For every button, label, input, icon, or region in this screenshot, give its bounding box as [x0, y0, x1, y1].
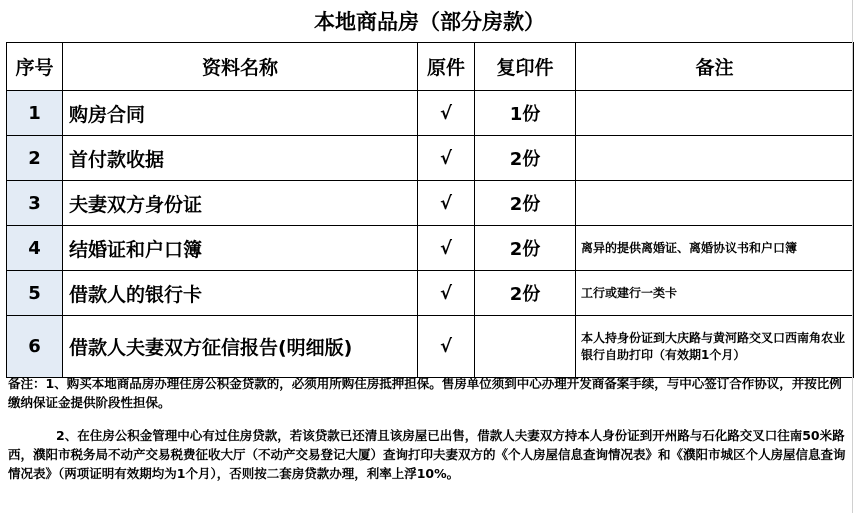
row-remark: 离异的提供离婚证、离婚协议书和户口簿 [576, 226, 854, 271]
row-original-check: √ [418, 226, 475, 271]
header-no: 序号 [7, 43, 63, 91]
row-original-check: √ [418, 136, 475, 181]
row-remark [576, 91, 854, 136]
row-original-check: √ [418, 181, 475, 226]
row-name: 借款人夫妻双方征信报告(明细版) [63, 316, 418, 378]
table-row [7, 181, 854, 226]
row-copy: 2份 [475, 226, 576, 271]
header-remark: 备注 [576, 43, 854, 91]
row-no: 2 [7, 136, 63, 181]
row-original-check: √ [418, 316, 475, 378]
table-row [7, 316, 854, 378]
row-original-check: √ [418, 271, 475, 316]
row-remark: 本人持身份证到大庆路与黄河路交叉口西南角农业银行自助打印（有效期1个月） [576, 316, 854, 378]
table-row [7, 226, 854, 271]
row-name: 借款人的银行卡 [63, 271, 418, 316]
header-original: 原件 [418, 43, 475, 91]
header-copy: 复印件 [475, 43, 576, 91]
row-name: 夫妻双方身份证 [63, 181, 418, 226]
header-name: 资料名称 [63, 43, 418, 91]
row-original-check: √ [418, 91, 475, 136]
note-paragraph-2: 2、在住房公积金管理中心有过住房贷款，若该贷款已还清且该房屋已出售，借款人夫妻双方持本人身份证到开州路与石化路交叉口往南50米路西，濮阳市税务局不动产交易税费征收大厅（不动产交易登记大厦）查询打印夫妻双方的《个人房屋信息查询情况表》和《濮阳市城区个人房屋信息查询情况表》（两项证明有效期均为1个月），否则按二套房贷款办理，利率上浮10%。 [8, 428, 846, 481]
row-copy [475, 316, 576, 378]
table-row [7, 136, 854, 181]
table-row [7, 271, 854, 316]
row-name: 首付款收据 [63, 136, 418, 181]
row-copy: 2份 [475, 181, 576, 226]
row-name: 结婚证和户口簿 [63, 226, 418, 271]
notes-section [8, 374, 849, 483]
row-remark: 工行或建行一类卡 [576, 271, 854, 316]
row-remark [576, 136, 854, 181]
row-no: 4 [7, 226, 63, 271]
row-copy: 2份 [475, 271, 576, 316]
document-title: 本地商品房（部分房款） [314, 10, 545, 34]
table-header-row [7, 43, 854, 91]
row-no: 6 [7, 316, 63, 378]
row-no: 5 [7, 271, 63, 316]
materials-table [6, 42, 854, 378]
row-remark [576, 181, 854, 226]
row-copy: 2份 [475, 136, 576, 181]
sheet-edge-divider [852, 0, 853, 513]
table-row [7, 91, 854, 136]
row-no: 1 [7, 91, 63, 136]
row-no: 3 [7, 181, 63, 226]
note-paragraph-1: 备注：1、购买本地商品房办理住房公积金贷款的，必须用所购住房抵押担保。售房单位须到中心办理开发商备案手续，与中心签订合作协议，并按比例缴纳保证金提供阶段性担保。 [8, 376, 842, 410]
row-copy: 1份 [475, 91, 576, 136]
row-name: 购房合同 [63, 91, 418, 136]
